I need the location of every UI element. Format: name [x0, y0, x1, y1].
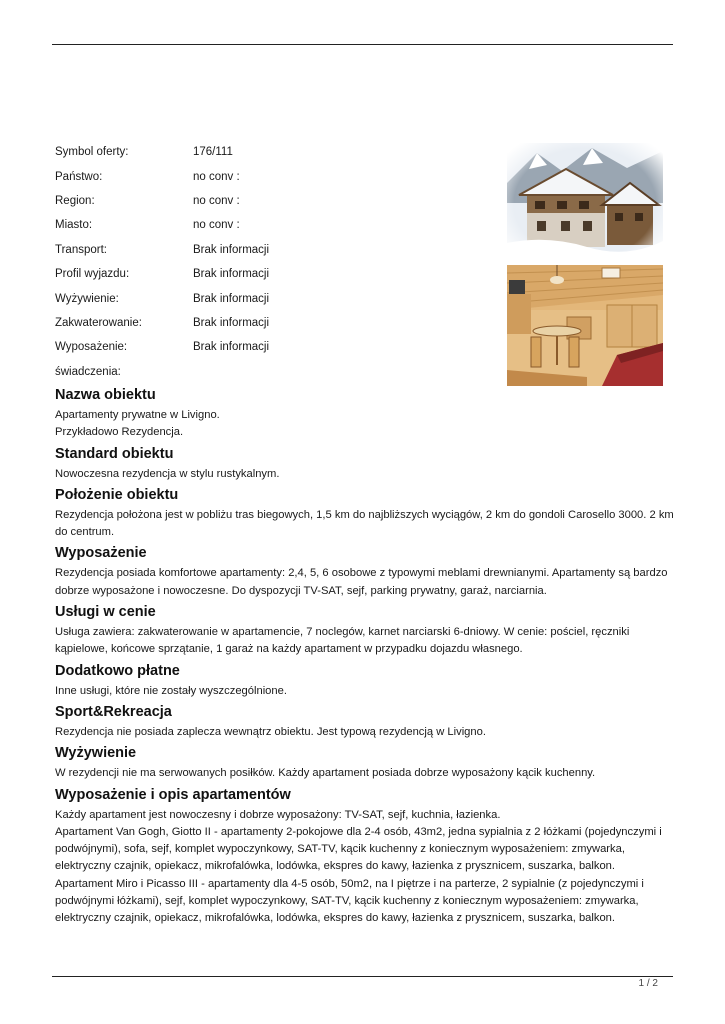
section-text	[55, 466, 675, 483]
offer-value: Brak informacji	[193, 243, 270, 256]
section-paragraph: Rezydencja nie posiada zaplecza wewnątrz obiektu. Jest typową rezydencją w Livigno.	[55, 725, 486, 738]
page-number: 1 / 2	[638, 978, 658, 989]
bottom-rule	[52, 976, 673, 977]
section-paragraph: Rezydencja położona jest w pobliżu tras biegowych, 1,5 km do najbliższych wyciągów, 2 km do gondoli Carosello 3000. 2 km do centrum.	[55, 508, 674, 539]
offer-row	[55, 311, 495, 335]
chalet-exterior-photo	[507, 143, 663, 264]
offer-value: Brak informacji	[193, 292, 270, 305]
offer-label: Zakwaterowanie:	[55, 316, 142, 329]
offer-label: świadczenia:	[55, 365, 121, 378]
offer-row	[55, 164, 495, 188]
offer-row	[55, 213, 495, 237]
offer-value: no conv :	[193, 219, 240, 232]
section-heading: Wyposażenie i opis apartamentów	[55, 786, 291, 803]
section-paragraph: Usługa zawiera: zakwaterowanie w apartamencie, 7 noclegów, karnet narciarski 6-dniowy. W cenie: pościel, ręczniki kąpielowe, końcowe sprzątanie, 1 garaż na każdy apartament w przypadku dojazdu własnego.	[55, 626, 630, 656]
section-text	[55, 507, 675, 542]
section-paragraph: Apartamenty prywatne w Livigno.	[55, 409, 220, 421]
offer-details-table	[55, 140, 495, 384]
section-paragraph: W rezydencji nie ma serwowanych posiłków. Każdy apartament posiada dobrze wyposażony kącik kuchenny.	[55, 767, 596, 780]
section-paragraph: Apartament Miro i Picasso III - apartamenty dla 4-5 osób, 50m2, na I piętrze i na parterze, 2 sypialnie (z pojedynczymi i podwójnymi łóżkami), sejf, komplet wypoczynkowy, SAT-TV, kącik kuchenny z koniecznym wyposażeniem: zmywarka, elektryczny czajnik, opiekacz, mikrofalówka, lodówka, ekspres do kawy, łazienka z prysznicem, suszarka, balkon.	[55, 877, 644, 925]
offer-value: no conv :	[193, 194, 240, 207]
section-heading: Nazwa obiektu	[55, 387, 156, 403]
section-text	[55, 624, 675, 659]
offer-row	[55, 189, 495, 213]
offer-value: Brak informacji	[193, 316, 270, 329]
section-heading: Położenie obiektu	[55, 486, 179, 503]
top-rule	[52, 44, 673, 45]
section-paragraph: Nowoczesna rezydencja w stylu rustykalnym.	[55, 467, 280, 480]
section-heading: Dodatkowo płatne	[55, 662, 180, 679]
offer-label: Region:	[55, 194, 95, 207]
section-heading: Usługi w cenie	[55, 604, 156, 621]
offer-label: Transport:	[55, 243, 107, 256]
section-text	[55, 724, 675, 741]
section-heading: Wyposażenie	[55, 545, 147, 562]
section-heading: Sport&Rekreacja	[55, 703, 172, 720]
section-text	[55, 683, 675, 700]
section-heading: Standard obiektu	[55, 445, 174, 462]
offer-row	[55, 140, 495, 164]
offer-row	[55, 286, 495, 310]
offer-row	[55, 262, 495, 286]
section-paragraph: Przykładowo Rezydencja.	[55, 426, 184, 439]
offer-value: Brak informacji	[193, 341, 270, 354]
section-text	[55, 565, 675, 600]
offer-value: Brak informacji	[193, 268, 270, 281]
offer-value: 176/111	[193, 146, 233, 159]
section-paragraph: Apartament Van Gogh, Giotto II - apartamenty 2-pokojowe dla 2-4 osób, 43m2, jedna sypialnia z 2 łóżkami (pojedynczymi i podwójnymi), sofa, sejf, komplet wypoczynkowy, SAT-TV, kącik kuchenny z koniecznym wyposażeniem: zmywarka, elektryczny czajnik, opiekacz, mikrofalówka, lodówka, ekspres do kawy, łazienka z prysznicem, suszarka, balkon.	[55, 825, 662, 873]
section-text	[55, 807, 675, 928]
offer-label: Profil wyjazdu:	[55, 268, 130, 281]
section-paragraph: Inne usługi, które nie zostały wyszczególnione.	[55, 684, 287, 697]
offer-row	[55, 335, 495, 359]
section-text	[55, 765, 675, 782]
offer-value: no conv :	[193, 170, 240, 183]
offer-label: Wyżywienie:	[55, 292, 119, 305]
offer-row	[55, 238, 495, 262]
apartment-interior-photo	[507, 265, 663, 386]
offer-row	[55, 360, 495, 384]
offer-label: Symbol oferty:	[55, 146, 129, 159]
section-text	[55, 407, 675, 442]
offer-description	[55, 385, 675, 930]
section-paragraph: Rezydencja posiada komfortowe apartamenty: 2,4, 5, 6 osobowe z typowymi meblami drewnianymi. Apartamenty są bardzo dobrze wyposażone i nowoczesne. Do dyspozycji TV-SAT, sejf, parking prywatny, garaż, narciarnia.	[55, 567, 668, 597]
offer-label: Miasto:	[55, 219, 93, 232]
offer-label: Państwo:	[55, 170, 103, 183]
section-heading: Wyżywienie	[55, 745, 137, 762]
section-paragraph: Każdy apartament jest nowoczesny i dobrze wyposażony: TV-SAT, sejf, kuchnia, łazienka.	[55, 808, 501, 821]
offer-label: Wyposażenie:	[55, 341, 128, 354]
